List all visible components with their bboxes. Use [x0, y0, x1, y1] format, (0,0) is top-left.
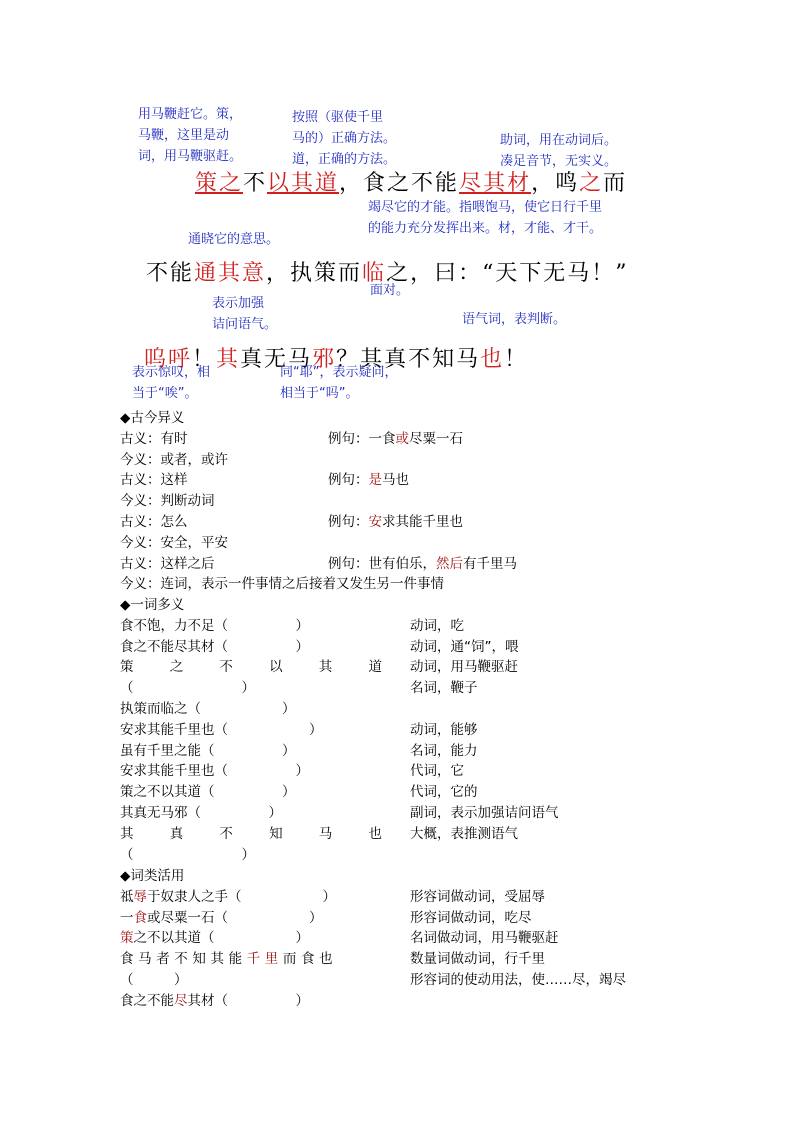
list-item: 古义：这样 例句：是马也: [120, 472, 409, 489]
list-item: 其真无马邪（ ） 副词，表示加强诘问语气: [120, 804, 559, 821]
note-ye: 语气词，表判断。: [462, 312, 567, 327]
list-item: 虽有千里之能（ ） 名词，能力: [120, 742, 478, 759]
sentence-line-2: 不能通其意，执策而临之，曰：“天下无马！”: [146, 261, 629, 286]
list-item: 今义：判断动词: [120, 493, 215, 510]
sentence-line-3: 呜呼！其真无马邪？其真不知马也！: [144, 347, 529, 372]
note-wu-hu: 表示惊叹，相 当于“唉”。: [132, 365, 211, 401]
section-heading: ◆古今异义: [120, 410, 185, 426]
list-item: 食之不能尽其材（ ） 动词，通“饲”，喂: [120, 638, 519, 655]
list-item: （ ）: [120, 846, 255, 863]
list-item: （ ） 名词，鞭子: [120, 680, 478, 697]
sentence-line-1: 策之不以其道，食之不能尽其材，鸣之而: [195, 171, 628, 196]
section-heading: ◆词类活用: [120, 868, 185, 884]
list-item: 食马者不知其能千里而食也 数量词做动词，行千里: [120, 951, 545, 968]
list-item: 一食或尽粟一石（ ） 形容词做动词，吃尽: [120, 909, 532, 926]
section-word-class-shift: [120, 866, 720, 1012]
list-item: 安求其能千里也（ ） 代词，它: [120, 763, 464, 780]
list-item: 执策而临之（ ）: [120, 700, 296, 717]
note-lin: 面对。: [370, 283, 410, 298]
list-item: 古义：有时 例句：一食或尽粟一石: [120, 430, 463, 447]
list-item: 古义：这样之后 例句：世有伯乐，然后有千里马: [120, 555, 517, 572]
list-item: 食之不能尽其材（ ）: [120, 992, 309, 1009]
list-item: 安求其能千里也（ ） 动词，能够: [120, 721, 478, 738]
section-heading: ◆一词多义: [120, 597, 185, 613]
list-item: 食不饱，力不足（ ） 动词，吃: [120, 617, 464, 634]
note-zhi-particle: 助词，用在动词后。 凑足音节，无实义。: [500, 133, 618, 169]
section-ancient-modern-meaning: [120, 408, 720, 595]
list-item: 古义：怎么 例句：安求其能千里也: [120, 513, 463, 530]
list-item: 祗辱于奴隶人之手（ ） 形容词做动词，受屈辱: [120, 888, 545, 905]
list-item: 今义：安全，平安: [120, 534, 228, 551]
list-item: 今义：连词，表示一件事情之后接着又发生另一件事情: [120, 576, 444, 593]
note-yi-qi-dao: 按照（驱使千里 马的）正确方法。 道，正确的方法。: [292, 110, 397, 167]
section-polysemy: [120, 595, 720, 865]
note-tong-qi-yi: 通晓它的意思。: [188, 232, 280, 247]
list-item: （ ） 形容词的使动用法，使……尽，竭尽: [120, 971, 626, 988]
list-item: 策之不以其道（ ） 名词做动词，用马鞭驱赶: [120, 930, 559, 947]
note-jin-qi-cai: 竭尽它的才能。指喂饱马，使它日行千里 的能力充分发挥出来。材，才能、才干。: [368, 200, 603, 236]
note-ce-zhi: 用马鞭赶它。策， 马鞭，这里是动 词，用马鞭驱赶。: [138, 107, 243, 164]
list-item: 策 之 不 以 其 道 动词，用马鞭驱赶: [120, 659, 518, 676]
note-xie: 同“耶”，表示疑问， 相当于“吗”。: [280, 365, 398, 401]
list-item: 策之不以其道（ ） 代词，它的: [120, 784, 478, 801]
list-item: 今义：或者，或许: [120, 451, 228, 468]
list-item: 其 真 不 知 马 也 大概，表推测语气: [120, 825, 518, 842]
note-qi-emphasis: 表示加强 诘问语气。: [212, 296, 278, 332]
